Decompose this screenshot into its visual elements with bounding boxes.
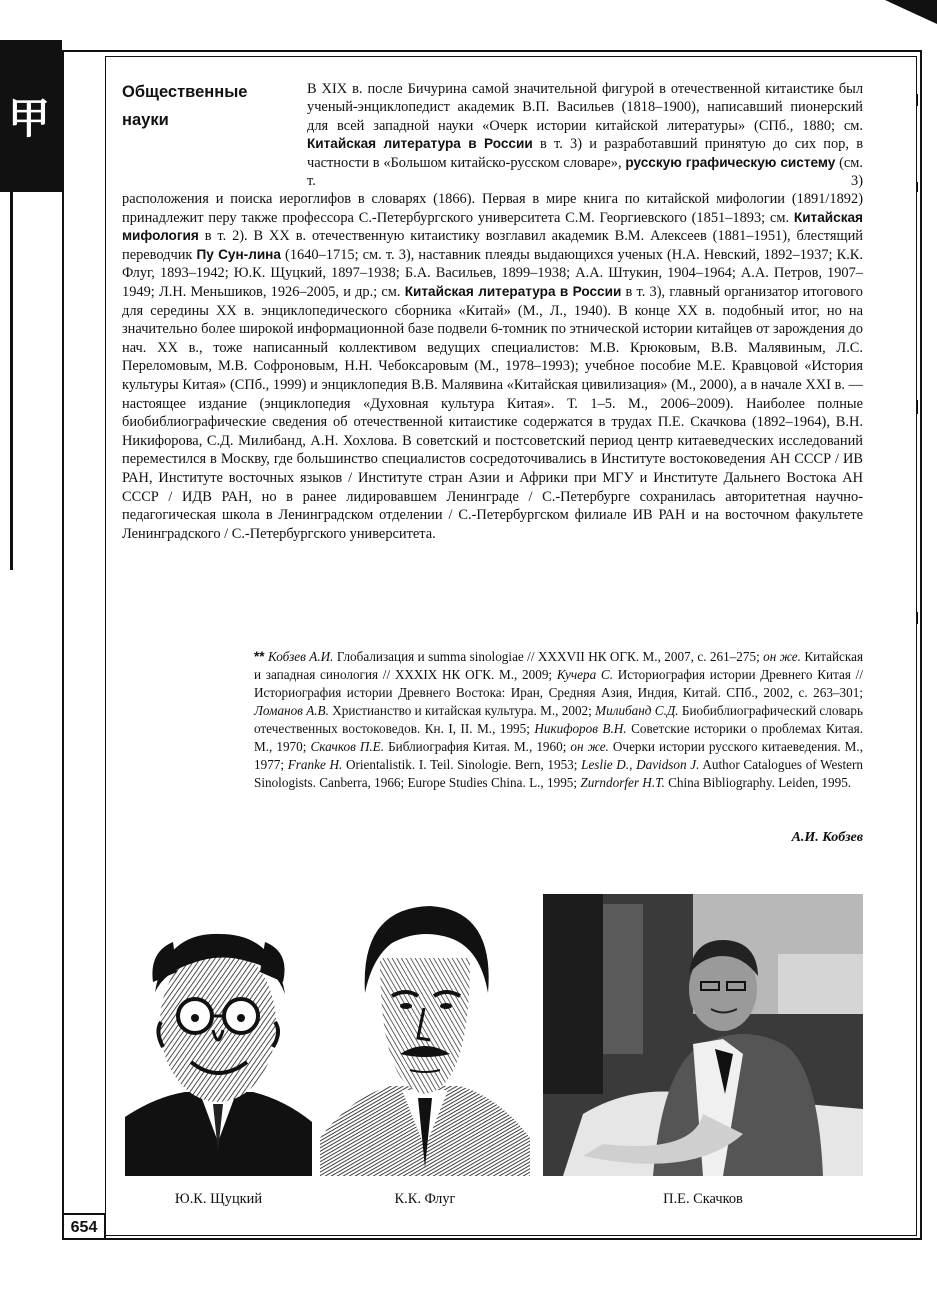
- ref-text: Китайская и западная синология // XXXIX НК ОГК. М., 2009;: [254, 649, 864, 682]
- article-author: А.И. Кобзев: [791, 830, 863, 845]
- cross-reference: русскую графическую систему: [625, 154, 836, 170]
- portrait-photo: [125, 912, 312, 1176]
- portrait-photo: [320, 898, 530, 1176]
- cross-reference: Китайская литература в России: [307, 136, 533, 152]
- ref-author: Leslie D., Davidson J.: [581, 757, 700, 772]
- portrait-caption: П.Е. Скачков: [663, 1191, 743, 1207]
- body-text: в т. 3), главный организатор итогового для середины XX в. энциклопедического сборника «Китай» (М., Л., 1940). В конце XX в. подобный итог, но на значительно более широкой информационной базе подвели 6-томник по этнической истории китайцев от зарождения до нач. XX в., тоже написанный коллективом ведущих специалистов: М.В. Крюковым, В.В. Малявиным, Л.С. Переломовым, М.В. Софроновым, Н.Н. Чебоксаровым (М., 1978–1993); учебное пособие М.Е. Кравцовой «История культуры Китая» (СПб., 1999) и энциклопедия В.В. Малявина «Китайская цивилизация» (М., 2000), а в начале XXI в. — настоящее издание (энциклопедия «Духовная культура Китая». Т. 1–5. М., 2006–2009). Наиболее полные биобиблиографические сведения об отечественной китаистике содержатся в трудах П.Е. Скачкова (1892–1964), В.Н. Никифорова, С.Д. Милибанд, А.Н. Хохлова. В советский и постсоветский период центр китаеведческих исследований переместился в Москву, где большинство специалистов сосредоточивались в Институте востоковедения АН СССР / ИВ РАН, Институте восточных языков / Институте стран Азии и Африки при МГУ и Институте Дальнего Востока АН СССР / ИДВ РАН, но в ранее лидировавшем Ленинграде / С.-Петербурге сохранилась авторитетная научно-педагогическая школа в Ленинградском отделении / С.-Петербургском филиале ИВ РАН и на восточном факультете Ленинградского / С.-Петербургского университета.: [122, 283, 863, 542]
- body-paragraph-intro: [307, 80, 863, 190]
- portrait-caption: К.К. Флуг: [394, 1191, 456, 1207]
- bibliography-marker: **: [254, 649, 265, 664]
- ref-text: Очерки истории русского китаеведения. М., 1977;: [254, 739, 863, 772]
- body-text: (1640–1715; см. т. 3), наставник плеяды выдающихся ученых (Н.А. Невский, 1892–1937; К.К. Флуг, 1893–1942; Ю.К. Щуцкий, 1897–1938; Б.А. Васильев, 1899–1938; А.А. Штукин, 1904–1964; А.А. Петров, 1907–1949; Л.Н. Меньшиков, 1926–2005, и др.; см.: [122, 246, 863, 300]
- section-heading: [122, 78, 297, 134]
- ref-author: он же.: [570, 739, 609, 754]
- ref-author: он же.: [763, 649, 801, 664]
- margin-rule: [10, 190, 13, 570]
- section-heading-line: Общественные: [122, 83, 248, 101]
- ref-author: Милибанд С.Д.: [595, 703, 679, 718]
- portrait-photo: [543, 894, 863, 1176]
- bibliography: [254, 648, 863, 792]
- ref-text: Советские историки о проблемах Китая. М., 1970;: [254, 721, 863, 754]
- ref-text: Глобализация и summa sinologiae // XXXVII НК ОГК. М., 2007, с. 261–275;: [333, 649, 764, 664]
- corner-mark: [885, 0, 937, 24]
- cross-reference: Пу Сун-лина: [196, 246, 281, 262]
- section-glyph-icon: 甲: [7, 94, 50, 143]
- body-text: в т. 2). В XX в. отечественную китаистику возглавил академик В.М. Алексеев (1881–1951), блестящий переводчик: [122, 228, 863, 263]
- body-text: (см. т. 3): [307, 154, 864, 190]
- section-heading-line: науки: [122, 111, 169, 129]
- ref-text: Author Catalogues of Western Sinologists. Canberra, 1966; Europe Studies China. L., 1995;: [254, 757, 863, 790]
- ref-text: Библиография Китая. М., 1960;: [384, 739, 571, 754]
- ref-text: Orientalistik. I. Teil. Sinologie. Bern, 1953;: [342, 757, 582, 772]
- ref-text: Биобиблиографический словарь отечественных востоковедов. Кн. I, II. М., 1995;: [254, 703, 863, 736]
- ref-text: Христианство и китайская культура. М., 2002;: [328, 703, 596, 718]
- ref-author: Franke H.: [287, 757, 343, 772]
- body-paragraph-main: [122, 190, 863, 543]
- body-text: В XIX в. после Бичурина самой значительной фигурой в отечественной китаистике был ученый-энциклопедист академик В.П. Васильев (1818–1900), написавший пионерский для всей западной науки «Очерк истории китайской литературы» (СПб., 1880; см.: [307, 81, 863, 134]
- ref-author: Никифоров В.Н.: [534, 721, 627, 736]
- ref-text: Историография истории Древнего Китая // Историография истории Древнего Востока: Иран, Средняя Азия, Индия, Китай. СПб., 2002, с. 263–301;: [254, 667, 863, 700]
- body-text: расположения и поиска иероглифов в словарях (1866). Первая в мире книга по китайской мифологии (1891/1892) принадлежит перу также профессора С.-Петербургского университета С.М. Георгиевского (1851–1893; см.: [122, 191, 863, 226]
- ref-author: Zurndorfer H.T.: [580, 775, 665, 790]
- section-tab: [0, 40, 62, 192]
- cross-reference: Китайская литература в России: [404, 283, 622, 299]
- page-number: 654: [64, 1213, 106, 1239]
- ref-author: Кобзев А.И.: [268, 649, 334, 664]
- body-text: в т. 3) и разработавший принятую до сих пор, в частности в «Большом китайско-русском словаре»,: [307, 136, 863, 171]
- cross-reference: Китайская мифология: [122, 209, 863, 244]
- ref-author: Ломанов А.В.: [254, 703, 329, 718]
- ref-text: China Bibliography. Leiden, 1995.: [664, 775, 852, 790]
- portrait-caption: Ю.К. Щуцкий: [174, 1191, 263, 1207]
- ref-author: Кучера С.: [556, 667, 613, 682]
- ref-author: Скачков П.Е.: [310, 739, 385, 754]
